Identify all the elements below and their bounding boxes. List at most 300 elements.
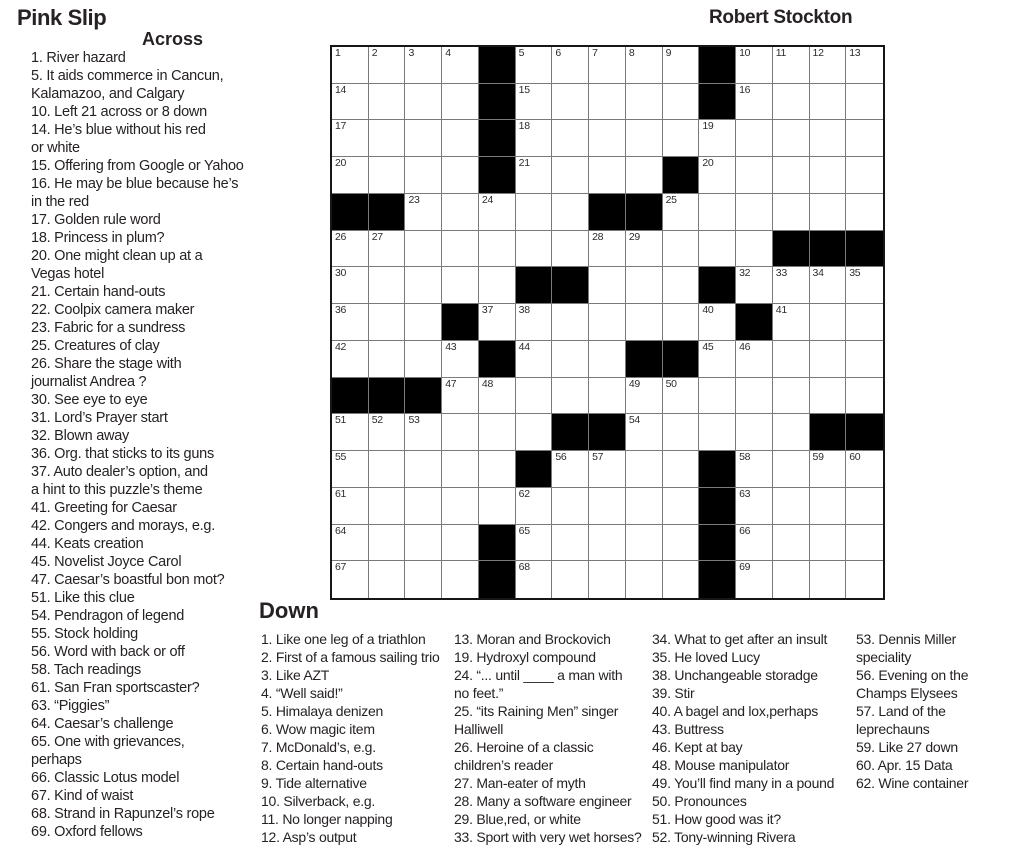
down-clue: 25. “its Raining Men” singer bbox=[454, 703, 619, 719]
grid-cell[interactable] bbox=[405, 267, 442, 304]
grid-cell[interactable] bbox=[699, 304, 736, 341]
grid-cell[interactable] bbox=[479, 194, 516, 231]
grid-cell[interactable] bbox=[516, 157, 553, 194]
cell-number: 48 bbox=[481, 377, 494, 390]
grid-cell-black bbox=[589, 194, 626, 231]
down-clue: 40. A bagel and lox,perhaps bbox=[652, 703, 819, 719]
down-clue: 24. “... until ____ a man with bbox=[454, 667, 623, 683]
grid-cell[interactable] bbox=[846, 378, 883, 415]
cell-number: 27 bbox=[371, 230, 383, 243]
cell-number: 1 bbox=[335, 47, 341, 59]
grid-cell[interactable] bbox=[332, 341, 369, 378]
grid-cell[interactable] bbox=[736, 341, 773, 378]
grid-cell[interactable] bbox=[552, 378, 589, 415]
grid-cell[interactable] bbox=[736, 267, 773, 304]
grid-cell[interactable] bbox=[846, 120, 883, 157]
cell-number: 67 bbox=[335, 561, 347, 574]
across-clue: 15. Offering from Google or Yahoo bbox=[31, 158, 244, 174]
across-clue: 30. See eye to eye bbox=[31, 392, 148, 408]
grid-cell[interactable] bbox=[810, 525, 847, 562]
grid-cell[interactable] bbox=[516, 414, 553, 451]
grid-cell[interactable] bbox=[773, 194, 810, 231]
down-clue-continuation: Halliwell bbox=[454, 721, 504, 737]
grid-cell[interactable] bbox=[332, 451, 369, 488]
grid-cell[interactable] bbox=[589, 525, 626, 562]
grid-cell[interactable] bbox=[736, 194, 773, 231]
grid-cell[interactable] bbox=[773, 120, 810, 157]
cell-number: 20 bbox=[702, 157, 714, 170]
cell-number: 44 bbox=[518, 340, 530, 353]
across-clue-continuation: Kalamazoo, and Calgary bbox=[31, 86, 185, 102]
grid-cell[interactable] bbox=[332, 414, 369, 451]
grid-cell[interactable] bbox=[369, 488, 406, 525]
grid-cell[interactable] bbox=[773, 157, 810, 194]
grid-cell[interactable] bbox=[663, 194, 700, 231]
grid-cell[interactable] bbox=[626, 304, 663, 341]
grid-cell[interactable] bbox=[663, 414, 700, 451]
grid-cell[interactable] bbox=[773, 378, 810, 415]
grid-cell[interactable] bbox=[663, 84, 700, 121]
grid-cell[interactable] bbox=[552, 561, 589, 598]
grid-cell[interactable] bbox=[479, 231, 516, 268]
grid-cell-black bbox=[479, 84, 516, 121]
grid-cell[interactable] bbox=[736, 414, 773, 451]
grid-cell[interactable] bbox=[552, 341, 589, 378]
grid-cell[interactable] bbox=[626, 561, 663, 598]
grid-cell[interactable] bbox=[369, 525, 406, 562]
grid-cell[interactable] bbox=[516, 194, 553, 231]
cell-number: 58 bbox=[739, 451, 751, 464]
grid-cell[interactable] bbox=[552, 451, 589, 488]
down-clue: 51. How good was it? bbox=[652, 811, 781, 827]
grid-cell[interactable] bbox=[846, 341, 883, 378]
cell-number: 33 bbox=[775, 267, 787, 280]
grid-cell[interactable] bbox=[626, 84, 663, 121]
cell-number: 13 bbox=[849, 47, 861, 59]
grid-cell[interactable] bbox=[663, 378, 700, 415]
across-clue: 18. Princess in plum? bbox=[31, 230, 165, 246]
grid-cell[interactable] bbox=[626, 157, 663, 194]
grid-cell[interactable] bbox=[552, 488, 589, 525]
grid-cell[interactable] bbox=[442, 561, 479, 598]
grid-cell[interactable] bbox=[332, 304, 369, 341]
across-clue: 37. Auto dealer’s option, and bbox=[31, 464, 208, 480]
down-clue: 3. Like AZT bbox=[261, 667, 330, 683]
grid-cell[interactable] bbox=[369, 304, 406, 341]
grid-cell[interactable] bbox=[516, 84, 553, 121]
grid-cell-black bbox=[846, 231, 883, 268]
down-clue: 26. Heroine of a classic bbox=[454, 739, 594, 755]
grid-cell[interactable] bbox=[699, 194, 736, 231]
grid-cell[interactable] bbox=[810, 341, 847, 378]
grid-cell[interactable] bbox=[736, 561, 773, 598]
grid-cell-black bbox=[479, 120, 516, 157]
grid-cell[interactable] bbox=[369, 451, 406, 488]
grid-cell[interactable] bbox=[516, 525, 553, 562]
grid-cell[interactable] bbox=[442, 488, 479, 525]
grid-cell[interactable] bbox=[552, 194, 589, 231]
grid-cell[interactable] bbox=[736, 231, 773, 268]
cell-number: 5 bbox=[518, 47, 525, 59]
grid-cell[interactable] bbox=[479, 267, 516, 304]
grid-cell[interactable] bbox=[332, 157, 369, 194]
grid-cell[interactable] bbox=[369, 84, 406, 121]
grid-cell[interactable] bbox=[699, 231, 736, 268]
grid-cell[interactable] bbox=[405, 194, 442, 231]
grid-cell[interactable] bbox=[442, 194, 479, 231]
grid-cell[interactable] bbox=[332, 267, 369, 304]
grid-cell[interactable] bbox=[626, 47, 663, 84]
grid-cell[interactable] bbox=[736, 84, 773, 121]
grid-cell[interactable] bbox=[552, 231, 589, 268]
grid-cell[interactable] bbox=[810, 304, 847, 341]
grid-cell[interactable] bbox=[552, 525, 589, 562]
grid-cell[interactable] bbox=[405, 120, 442, 157]
grid-cell[interactable] bbox=[589, 47, 626, 84]
grid-cell[interactable] bbox=[663, 525, 700, 562]
cell-number: 12 bbox=[812, 47, 824, 59]
grid-cell[interactable] bbox=[589, 231, 626, 268]
grid-cell-black bbox=[810, 414, 847, 451]
grid-cell[interactable] bbox=[479, 488, 516, 525]
grid-cell[interactable] bbox=[626, 451, 663, 488]
grid-cell[interactable] bbox=[479, 414, 516, 451]
grid-cell[interactable] bbox=[405, 47, 442, 84]
grid-cell-black bbox=[479, 47, 516, 84]
grid-cell[interactable] bbox=[442, 120, 479, 157]
down-clue: 43. Buttress bbox=[652, 721, 724, 737]
down-clue: 62. Wine container bbox=[856, 775, 969, 791]
grid-cell[interactable] bbox=[736, 47, 773, 84]
grid-cell[interactable] bbox=[589, 120, 626, 157]
across-clue: 61. San Fran sportscaster? bbox=[31, 680, 200, 696]
across-clue-continuation: perhaps bbox=[31, 752, 82, 768]
grid-cell[interactable] bbox=[332, 561, 369, 598]
grid-cell-black bbox=[626, 194, 663, 231]
grid-cell[interactable] bbox=[773, 561, 810, 598]
across-clue: 10. Left 21 across or 8 down bbox=[31, 104, 207, 120]
down-clue: 50. Pronounces bbox=[652, 793, 747, 809]
grid-cell-black bbox=[479, 341, 516, 378]
grid-cell[interactable] bbox=[626, 488, 663, 525]
grid-cell[interactable] bbox=[810, 561, 847, 598]
grid-cell[interactable] bbox=[516, 304, 553, 341]
grid-cell[interactable] bbox=[369, 157, 406, 194]
grid-cell[interactable] bbox=[332, 525, 369, 562]
down-clue: 60. Apr. 15 Data bbox=[856, 757, 953, 773]
grid-cell[interactable] bbox=[332, 84, 369, 121]
cell-number: 17 bbox=[335, 120, 347, 133]
grid-cell[interactable] bbox=[663, 488, 700, 525]
across-clue: 54. Pendragon of legend bbox=[31, 608, 185, 624]
across-clue-continuation: journalist Andrea ? bbox=[31, 374, 147, 390]
grid-cell[interactable] bbox=[516, 120, 553, 157]
page-title: Pink Slip bbox=[17, 5, 107, 30]
grid-cell[interactable] bbox=[516, 341, 553, 378]
grid-cell[interactable] bbox=[442, 451, 479, 488]
grid-cell[interactable] bbox=[736, 488, 773, 525]
grid-cell[interactable] bbox=[736, 525, 773, 562]
across-clue: 58. Tach readings bbox=[31, 662, 141, 678]
grid-cell[interactable] bbox=[846, 304, 883, 341]
grid-cell-black bbox=[699, 84, 736, 121]
grid-cell-black bbox=[405, 378, 442, 415]
down-heading: Down bbox=[259, 598, 319, 623]
grid-cell[interactable] bbox=[405, 525, 442, 562]
grid-cell[interactable] bbox=[405, 341, 442, 378]
grid-cell[interactable] bbox=[442, 378, 479, 415]
grid-cell[interactable] bbox=[736, 120, 773, 157]
cell-number: 41 bbox=[775, 304, 787, 317]
across-clue: 22. Coolpix camera maker bbox=[31, 302, 195, 318]
across-clue: 25. Creatures of clay bbox=[31, 338, 160, 354]
grid-cell[interactable] bbox=[332, 120, 369, 157]
cell-number: 43 bbox=[445, 340, 457, 353]
down-clue: 2. First of a famous sailing trio bbox=[261, 649, 440, 665]
grid-cell[interactable] bbox=[626, 120, 663, 157]
grid-cell[interactable] bbox=[699, 157, 736, 194]
grid-cell[interactable] bbox=[589, 84, 626, 121]
grid-cell[interactable] bbox=[369, 561, 406, 598]
grid-cell[interactable] bbox=[405, 304, 442, 341]
cell-number: 26 bbox=[335, 230, 347, 243]
grid-cell-black bbox=[846, 414, 883, 451]
grid-cell[interactable] bbox=[773, 304, 810, 341]
grid-cell[interactable] bbox=[846, 47, 883, 84]
grid-cell[interactable] bbox=[479, 451, 516, 488]
grid-cell-black bbox=[736, 304, 773, 341]
grid-cell[interactable] bbox=[369, 231, 406, 268]
down-clue-column-1 bbox=[261, 630, 453, 846]
grid-cell[interactable] bbox=[773, 414, 810, 451]
grid-cell-black bbox=[479, 525, 516, 562]
grid-cell[interactable] bbox=[810, 451, 847, 488]
grid-cell[interactable] bbox=[846, 157, 883, 194]
grid-cell[interactable] bbox=[846, 525, 883, 562]
grid-cell[interactable] bbox=[369, 267, 406, 304]
grid-cell[interactable] bbox=[663, 451, 700, 488]
cell-number: 55 bbox=[335, 451, 347, 464]
cell-number: 49 bbox=[628, 377, 640, 390]
grid-cell[interactable] bbox=[589, 157, 626, 194]
grid-cell[interactable] bbox=[773, 451, 810, 488]
down-clue: 34. What to get after an insult bbox=[652, 631, 828, 647]
grid-cell[interactable] bbox=[552, 120, 589, 157]
cell-number: 60 bbox=[849, 451, 861, 464]
across-clue: 21. Certain hand-outs bbox=[31, 284, 166, 300]
cell-number: 8 bbox=[628, 47, 635, 59]
grid-cell[interactable] bbox=[663, 47, 700, 84]
grid-cell[interactable] bbox=[552, 47, 589, 84]
grid-cell-black bbox=[479, 561, 516, 598]
grid-cell[interactable] bbox=[332, 488, 369, 525]
grid-cell[interactable] bbox=[626, 267, 663, 304]
across-clue: 23. Fabric for a sundress bbox=[31, 320, 186, 336]
down-clue: 53. Dennis Miller bbox=[856, 631, 957, 647]
across-heading: Across bbox=[142, 29, 204, 49]
across-clue-continuation: or white bbox=[31, 140, 80, 156]
grid-cell[interactable] bbox=[699, 378, 736, 415]
across-clue: 36. Org. that sticks to its guns bbox=[31, 446, 214, 462]
grid-cell[interactable] bbox=[552, 304, 589, 341]
grid-cell[interactable] bbox=[442, 267, 479, 304]
grid-cell[interactable] bbox=[552, 157, 589, 194]
grid-cell[interactable] bbox=[846, 561, 883, 598]
grid-cell-black bbox=[810, 231, 847, 268]
grid-cell[interactable] bbox=[663, 267, 700, 304]
grid-cell-black bbox=[663, 157, 700, 194]
grid-cell[interactable] bbox=[405, 488, 442, 525]
grid-cell[interactable] bbox=[846, 194, 883, 231]
down-clue: 33. Sport with very wet horses? bbox=[454, 829, 642, 845]
cell-number: 21 bbox=[518, 157, 530, 170]
grid-cell[interactable] bbox=[810, 47, 847, 84]
grid-cell-black bbox=[479, 157, 516, 194]
grid-cell[interactable] bbox=[405, 561, 442, 598]
grid-cell[interactable] bbox=[846, 267, 883, 304]
grid-cell-black bbox=[699, 561, 736, 598]
grid-cell[interactable] bbox=[810, 488, 847, 525]
cell-number: 36 bbox=[335, 304, 347, 317]
grid-cell[interactable] bbox=[589, 451, 626, 488]
grid-cell[interactable] bbox=[773, 84, 810, 121]
across-clue: 44. Keats creation bbox=[31, 536, 144, 552]
grid-cell[interactable] bbox=[589, 267, 626, 304]
grid-cell[interactable] bbox=[516, 561, 553, 598]
grid-cell[interactable] bbox=[663, 304, 700, 341]
grid-cell[interactable] bbox=[736, 451, 773, 488]
grid-cell[interactable] bbox=[332, 231, 369, 268]
cell-number: 18 bbox=[518, 120, 530, 133]
grid-cell[interactable] bbox=[773, 525, 810, 562]
grid-cell[interactable] bbox=[810, 194, 847, 231]
grid-cell[interactable] bbox=[626, 414, 663, 451]
grid-cell[interactable] bbox=[810, 157, 847, 194]
grid-cell[interactable] bbox=[516, 231, 553, 268]
across-clue: 51. Like this clue bbox=[31, 590, 135, 606]
cell-number: 59 bbox=[812, 451, 824, 464]
grid-cell[interactable] bbox=[405, 414, 442, 451]
down-clue: 28. Many a software engineer bbox=[454, 793, 632, 809]
down-clue: 10. Silverback, e.g. bbox=[261, 793, 376, 809]
grid-cell[interactable] bbox=[663, 231, 700, 268]
down-clue: 49. You’ll find many in a pound bbox=[652, 775, 835, 791]
grid-cell[interactable] bbox=[699, 341, 736, 378]
grid-cell[interactable] bbox=[773, 341, 810, 378]
grid-cell[interactable] bbox=[442, 525, 479, 562]
grid-cell[interactable] bbox=[773, 47, 810, 84]
grid-cell-black bbox=[332, 378, 369, 415]
down-clue: 38. Unchangeable storadge bbox=[652, 667, 818, 683]
grid-cell[interactable] bbox=[773, 488, 810, 525]
grid-cell[interactable] bbox=[810, 120, 847, 157]
grid-cell[interactable] bbox=[699, 120, 736, 157]
grid-cell[interactable] bbox=[405, 84, 442, 121]
down-clue: 9. Tide alternative bbox=[261, 775, 367, 791]
grid-cell[interactable] bbox=[663, 561, 700, 598]
grid-cell-black bbox=[699, 267, 736, 304]
down-clue: 56. Evening on the bbox=[856, 667, 969, 683]
cell-number: 66 bbox=[739, 524, 751, 537]
cell-number: 23 bbox=[408, 193, 420, 206]
grid-cell[interactable] bbox=[405, 451, 442, 488]
grid-cell[interactable] bbox=[369, 414, 406, 451]
grid-cell[interactable] bbox=[589, 561, 626, 598]
grid-cell[interactable] bbox=[552, 84, 589, 121]
cell-number: 69 bbox=[739, 561, 751, 574]
grid-cell[interactable] bbox=[589, 378, 626, 415]
down-clue: 1. Like one leg of a triathlon bbox=[261, 631, 426, 647]
across-clue: 66. Classic Lotus model bbox=[31, 770, 180, 786]
down-clue-column-2 bbox=[454, 630, 654, 846]
grid-cell[interactable] bbox=[663, 120, 700, 157]
grid-cell[interactable] bbox=[405, 157, 442, 194]
cell-number: 2 bbox=[371, 47, 378, 59]
grid-cell[interactable] bbox=[846, 451, 883, 488]
grid-cell[interactable] bbox=[442, 157, 479, 194]
grid-cell[interactable] bbox=[479, 304, 516, 341]
grid-cell[interactable] bbox=[516, 47, 553, 84]
grid-cell[interactable] bbox=[516, 488, 553, 525]
grid-cell[interactable] bbox=[405, 231, 442, 268]
grid-cell-black bbox=[699, 488, 736, 525]
grid-cell[interactable] bbox=[589, 304, 626, 341]
grid-cell[interactable] bbox=[736, 157, 773, 194]
grid-cell[interactable] bbox=[332, 47, 369, 84]
grid-cell[interactable] bbox=[810, 267, 847, 304]
grid-cell[interactable] bbox=[773, 267, 810, 304]
grid-cell[interactable] bbox=[810, 378, 847, 415]
grid-cell[interactable] bbox=[369, 120, 406, 157]
down-clue: 46. Kept at bay bbox=[652, 739, 743, 755]
grid-cell[interactable] bbox=[479, 378, 516, 415]
down-clue-continuation: Champs Elysees bbox=[856, 685, 958, 701]
grid-cell[interactable] bbox=[810, 84, 847, 121]
across-clue-continuation: Vegas hotel bbox=[31, 266, 105, 282]
grid-cell[interactable] bbox=[442, 231, 479, 268]
grid-cell[interactable] bbox=[369, 47, 406, 84]
cell-number: 61 bbox=[335, 487, 347, 500]
across-clue-continuation: a hint to this puzzle’s theme bbox=[31, 482, 203, 498]
down-clue-column-4 bbox=[856, 630, 1022, 792]
grid-cell[interactable] bbox=[846, 488, 883, 525]
grid-cell[interactable] bbox=[589, 488, 626, 525]
cell-number: 57 bbox=[592, 451, 604, 464]
grid-cell[interactable] bbox=[626, 378, 663, 415]
grid-cell[interactable] bbox=[442, 84, 479, 121]
grid-cell[interactable] bbox=[846, 84, 883, 121]
grid-cell-black bbox=[332, 194, 369, 231]
grid-cell[interactable] bbox=[442, 341, 479, 378]
grid-cell[interactable] bbox=[369, 341, 406, 378]
cell-number: 29 bbox=[628, 230, 640, 243]
grid-cell[interactable] bbox=[516, 378, 553, 415]
cell-number: 20 bbox=[335, 157, 347, 170]
across-clue: 41. Greeting for Caesar bbox=[31, 500, 177, 516]
cell-number: 14 bbox=[335, 83, 347, 96]
grid-cell[interactable] bbox=[699, 414, 736, 451]
grid-cell[interactable] bbox=[626, 525, 663, 562]
grid-cell-black bbox=[699, 525, 736, 562]
down-clue: 29. Blue,red, or white bbox=[454, 811, 581, 827]
grid-cell[interactable] bbox=[442, 47, 479, 84]
grid-cell[interactable] bbox=[736, 378, 773, 415]
grid-cell[interactable] bbox=[442, 414, 479, 451]
grid-cell[interactable] bbox=[589, 341, 626, 378]
crossword-grid bbox=[330, 45, 885, 600]
cell-number: 42 bbox=[335, 340, 347, 353]
grid-cell[interactable] bbox=[626, 231, 663, 268]
